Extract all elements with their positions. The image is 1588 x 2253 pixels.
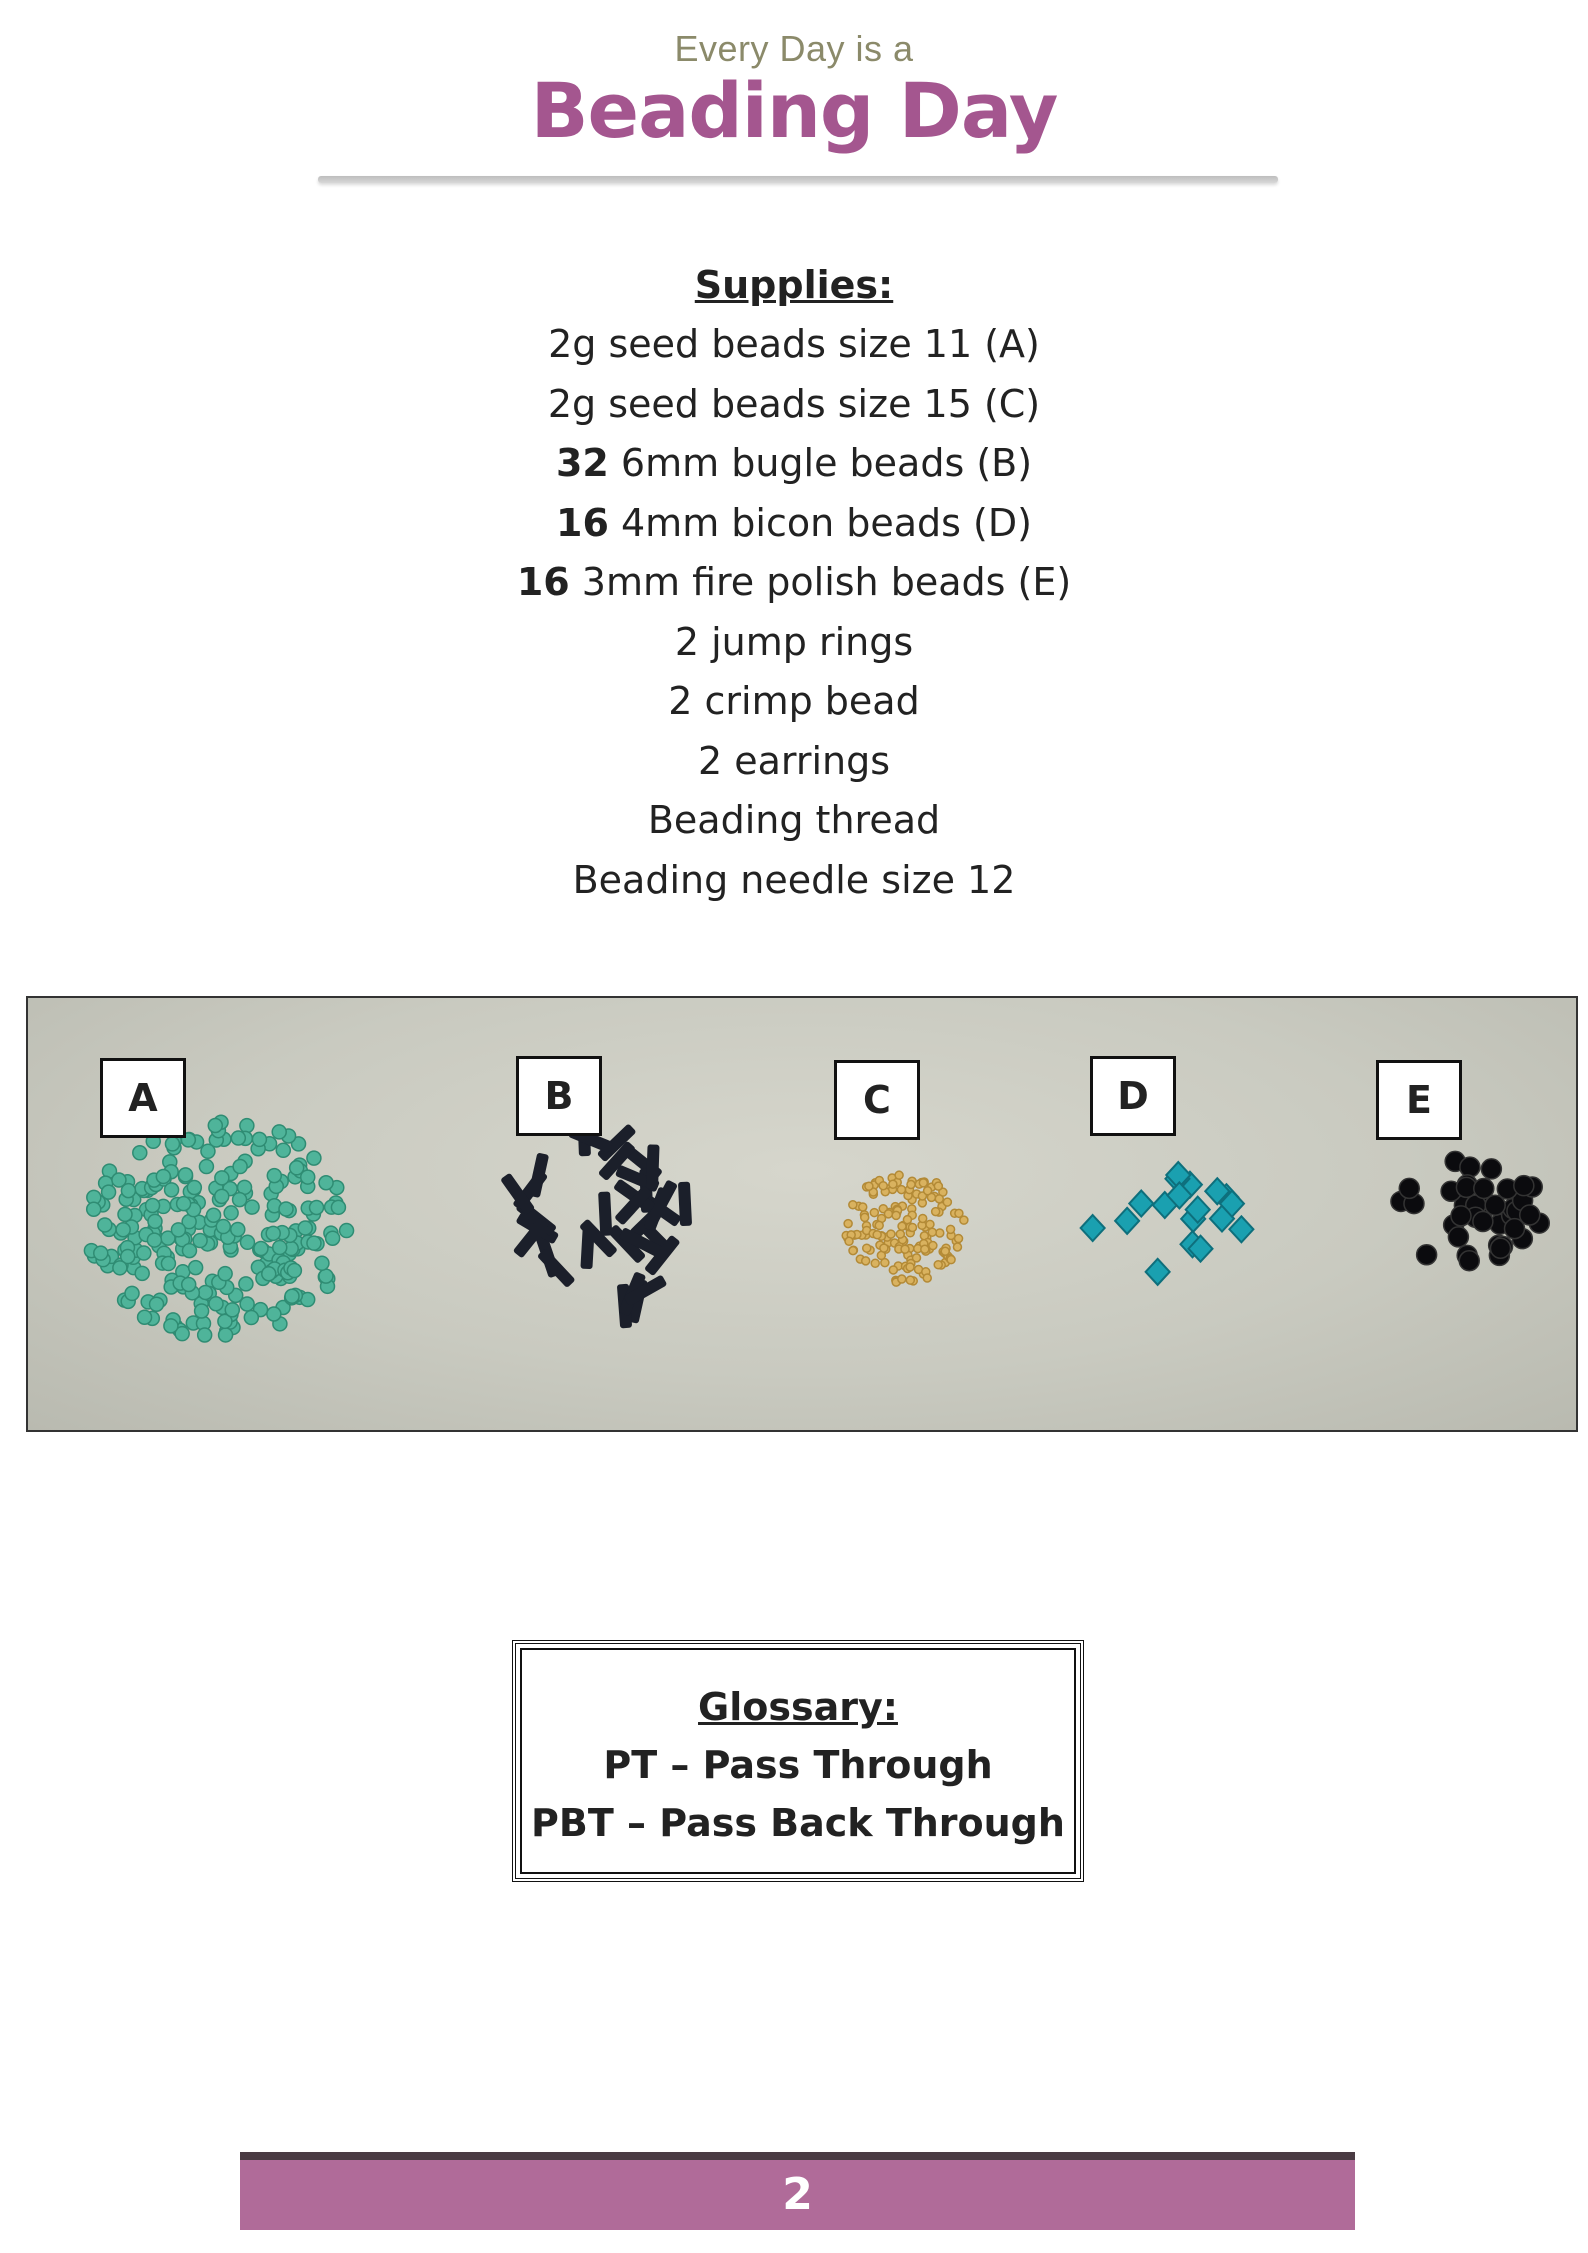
seed-bead-a bbox=[116, 1223, 130, 1237]
seed-bead-a bbox=[198, 1285, 212, 1299]
seed-bead-c bbox=[906, 1263, 914, 1271]
seed-bead-c bbox=[928, 1228, 936, 1236]
seed-bead-a bbox=[182, 1244, 196, 1258]
glossary-inner bbox=[520, 1648, 1076, 1874]
seed-bead-a bbox=[218, 1267, 232, 1281]
seed-bead-c bbox=[936, 1229, 944, 1237]
page-header bbox=[0, 28, 1588, 155]
seed-bead-a bbox=[146, 1198, 160, 1212]
seed-bead-c bbox=[889, 1266, 897, 1274]
supply-item: Beading thread bbox=[647, 798, 941, 842]
seed-bead-c bbox=[923, 1274, 931, 1282]
seed-bead-c bbox=[880, 1244, 888, 1252]
seed-bead-c bbox=[919, 1179, 927, 1187]
bicone-bead-d bbox=[1081, 1215, 1105, 1241]
supply-item: 2 earrings bbox=[697, 738, 891, 783]
bugle-bead-b bbox=[598, 1191, 612, 1236]
seed-bead-a bbox=[340, 1224, 354, 1238]
seed-bead-c bbox=[871, 1259, 879, 1267]
seed-bead-a bbox=[209, 1297, 223, 1311]
seed-bead-a bbox=[231, 1222, 245, 1236]
seed-bead-c bbox=[935, 1195, 943, 1203]
seed-bead-c bbox=[873, 1231, 881, 1239]
seed-bead-a bbox=[112, 1173, 126, 1187]
seed-bead-a bbox=[165, 1183, 179, 1197]
seed-bead-a bbox=[233, 1160, 247, 1174]
seed-bead-a bbox=[113, 1261, 127, 1275]
glossary-box bbox=[512, 1640, 1084, 1882]
seed-bead-a bbox=[207, 1208, 221, 1222]
seed-bead-a bbox=[262, 1267, 276, 1281]
footer-divider bbox=[240, 2152, 1355, 2160]
seed-bead-a bbox=[307, 1151, 321, 1165]
fire-polish-bead-e bbox=[1399, 1178, 1419, 1198]
supply-item: Beading needle size 12 bbox=[572, 857, 1016, 902]
seed-bead-a bbox=[310, 1201, 324, 1215]
bugle-bead-b bbox=[678, 1182, 692, 1227]
seed-bead-c bbox=[919, 1214, 927, 1222]
seed-bead-a bbox=[315, 1256, 329, 1270]
seed-bead-c bbox=[907, 1181, 915, 1189]
seed-bead-a bbox=[239, 1277, 253, 1291]
seed-bead-c bbox=[870, 1209, 878, 1217]
seed-bead-c bbox=[844, 1220, 852, 1228]
seed-bead-c bbox=[862, 1257, 870, 1265]
seed-bead-a bbox=[171, 1223, 185, 1237]
seed-bead-a bbox=[215, 1189, 229, 1203]
seed-bead-a bbox=[199, 1160, 213, 1174]
seed-bead-c bbox=[861, 1213, 869, 1221]
bugle-bead-b bbox=[537, 1248, 576, 1288]
seed-bead-c bbox=[897, 1186, 905, 1194]
supply-item: 2 crimp bead bbox=[668, 679, 920, 723]
seed-bead-a bbox=[177, 1197, 191, 1211]
beads-photo bbox=[26, 996, 1578, 1432]
seed-bead-c bbox=[932, 1208, 940, 1216]
seed-bead-c bbox=[921, 1245, 929, 1253]
bugle-bead-b bbox=[646, 1144, 660, 1188]
seed-bead-c bbox=[859, 1203, 867, 1211]
fire-polish-bead-e bbox=[1481, 1159, 1501, 1179]
header-subtitle: Every Day is a bbox=[674, 28, 914, 69]
seed-bead-a bbox=[240, 1119, 254, 1133]
fire-polish-bead-e bbox=[1514, 1176, 1534, 1196]
seed-bead-a bbox=[148, 1214, 162, 1228]
seed-bead-c bbox=[887, 1230, 895, 1238]
seed-bead-a bbox=[240, 1297, 254, 1311]
seed-bead-a bbox=[231, 1131, 245, 1145]
seed-bead-c bbox=[934, 1261, 942, 1269]
seed-bead-a bbox=[137, 1246, 151, 1260]
seed-bead-a bbox=[233, 1193, 247, 1207]
seed-bead-a bbox=[125, 1286, 139, 1300]
seed-bead-c bbox=[879, 1182, 887, 1190]
glossary-item: PT – Pass Through bbox=[603, 1743, 993, 1787]
fire-polish-bead-e bbox=[1460, 1157, 1480, 1177]
seed-bead-a bbox=[208, 1118, 222, 1132]
page-number: 2 bbox=[782, 2169, 813, 2220]
seed-bead-a bbox=[224, 1206, 238, 1220]
bead-label-b: B bbox=[516, 1056, 602, 1136]
seed-bead-a bbox=[87, 1202, 101, 1216]
seed-bead-a bbox=[319, 1269, 333, 1283]
seed-bead-c bbox=[943, 1198, 951, 1206]
seed-bead-c bbox=[863, 1244, 871, 1252]
supplies-list bbox=[0, 315, 1588, 910]
seed-bead-a bbox=[215, 1171, 229, 1185]
seed-bead-a bbox=[298, 1221, 312, 1235]
seed-bead-a bbox=[102, 1185, 116, 1199]
seed-bead-a bbox=[156, 1169, 170, 1183]
seed-bead-c bbox=[892, 1211, 900, 1219]
bead-label-c: C bbox=[834, 1060, 920, 1140]
seed-bead-a bbox=[133, 1146, 147, 1160]
glossary-heading: Glossary: bbox=[698, 1685, 898, 1729]
seed-bead-a bbox=[267, 1307, 281, 1321]
seed-bead-a bbox=[287, 1264, 301, 1278]
seed-bead-c bbox=[875, 1221, 883, 1229]
seed-bead-a bbox=[244, 1311, 258, 1325]
seed-bead-c bbox=[896, 1230, 904, 1238]
seed-bead-a bbox=[285, 1289, 299, 1303]
bead-label-a: A bbox=[100, 1058, 186, 1138]
seed-bead-a bbox=[187, 1181, 201, 1195]
seed-bead-c bbox=[908, 1223, 916, 1231]
seed-bead-a bbox=[164, 1319, 178, 1333]
supply-item: 2g seed beads size 11 (A) bbox=[548, 322, 1040, 366]
seed-bead-c bbox=[901, 1245, 909, 1253]
seed-bead-c bbox=[889, 1180, 897, 1188]
fire-polish-bead-e bbox=[1417, 1245, 1437, 1265]
seed-bead-a bbox=[290, 1161, 304, 1175]
supplies-section bbox=[0, 255, 1588, 910]
seed-bead-a bbox=[266, 1226, 280, 1240]
seed-bead-a bbox=[245, 1200, 259, 1214]
seed-bead-c bbox=[895, 1171, 903, 1179]
seed-bead-c bbox=[926, 1220, 934, 1228]
seed-bead-a bbox=[219, 1328, 233, 1342]
fire-polish-bead-e bbox=[1520, 1205, 1540, 1225]
seed-bead-a bbox=[279, 1202, 293, 1216]
seed-bead-a bbox=[267, 1169, 281, 1183]
seed-bead-a bbox=[189, 1261, 203, 1275]
seed-bead-a bbox=[147, 1233, 161, 1247]
footer-bar bbox=[240, 2160, 1355, 2230]
supplies-heading: Supplies: bbox=[694, 263, 894, 307]
seed-bead-a bbox=[273, 1240, 287, 1254]
fire-polish-bead-e bbox=[1490, 1238, 1510, 1258]
seed-bead-a bbox=[179, 1168, 193, 1182]
seed-bead-c bbox=[953, 1243, 961, 1251]
seed-bead-c bbox=[947, 1225, 955, 1233]
seed-bead-a bbox=[319, 1176, 333, 1190]
seed-bead-c bbox=[924, 1187, 932, 1195]
seed-bead-a bbox=[272, 1125, 286, 1139]
seed-bead-a bbox=[331, 1200, 345, 1214]
supply-item: 16 4mm bicon beads (D) bbox=[556, 500, 1032, 545]
seed-bead-c bbox=[898, 1275, 906, 1283]
seed-bead-c bbox=[849, 1247, 857, 1255]
seed-bead-c bbox=[955, 1209, 963, 1217]
header-divider bbox=[318, 176, 1278, 183]
seed-bead-a bbox=[98, 1218, 112, 1232]
seed-bead-c bbox=[845, 1237, 853, 1245]
seed-bead-c bbox=[906, 1276, 914, 1284]
supply-item: 2g seed beads size 15 (C) bbox=[547, 381, 1041, 426]
fire-polish-bead-e bbox=[1448, 1227, 1468, 1247]
seed-bead-a bbox=[254, 1241, 268, 1255]
fire-polish-bead-e bbox=[1485, 1195, 1505, 1215]
bead-label-d: D bbox=[1090, 1056, 1176, 1136]
seed-bead-a bbox=[161, 1257, 175, 1271]
seed-bead-c bbox=[941, 1247, 949, 1255]
seed-bead-c bbox=[849, 1201, 857, 1209]
seed-bead-a bbox=[150, 1297, 164, 1311]
seed-bead-a bbox=[216, 1220, 230, 1234]
seed-bead-c bbox=[947, 1256, 955, 1264]
bicone-bead-d bbox=[1146, 1259, 1170, 1285]
supply-item: 16 3mm fire polish beads (E) bbox=[516, 560, 1072, 604]
fire-polish-bead-e bbox=[1451, 1206, 1471, 1226]
seed-bead-a bbox=[135, 1266, 149, 1280]
header-title: Beading Day bbox=[530, 66, 1058, 155]
seed-bead-c bbox=[865, 1182, 873, 1190]
seed-bead-a bbox=[165, 1137, 179, 1151]
glossary-item: PBT – Pass Back Through bbox=[531, 1801, 1065, 1845]
supply-item: 32 6mm bugle beads (B) bbox=[555, 441, 1033, 485]
seed-bead-c bbox=[929, 1242, 937, 1250]
seed-bead-a bbox=[198, 1328, 212, 1342]
seed-bead-a bbox=[307, 1236, 321, 1250]
seed-bead-a bbox=[138, 1310, 152, 1324]
seed-bead-a bbox=[94, 1246, 108, 1260]
seed-bead-a bbox=[201, 1144, 215, 1158]
seed-bead-a bbox=[182, 1278, 196, 1292]
seed-bead-c bbox=[884, 1210, 892, 1218]
seed-bead-a bbox=[195, 1304, 209, 1318]
seed-bead-a bbox=[326, 1231, 340, 1245]
seed-bead-a bbox=[276, 1143, 290, 1157]
bead-label-e: E bbox=[1376, 1060, 1462, 1140]
seed-bead-a bbox=[118, 1207, 132, 1221]
seed-bead-a bbox=[252, 1132, 266, 1146]
seed-bead-c bbox=[934, 1182, 942, 1190]
seed-bead-a bbox=[225, 1303, 239, 1317]
beads-illustration bbox=[28, 998, 1576, 1430]
fire-polish-bead-e bbox=[1459, 1251, 1479, 1271]
supply-item: 2 jump rings bbox=[674, 619, 914, 664]
